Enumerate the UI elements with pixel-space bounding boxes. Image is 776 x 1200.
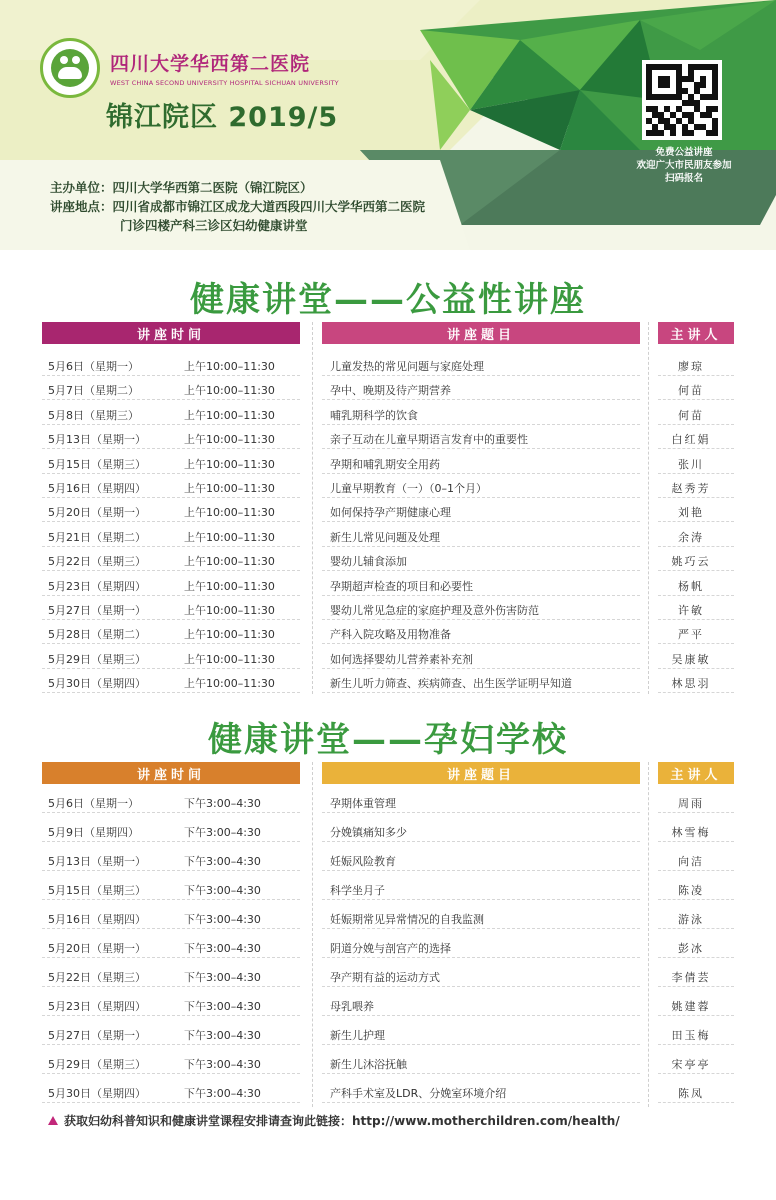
table-row bbox=[0, 404, 776, 424]
row-divider bbox=[42, 692, 300, 693]
row-divider bbox=[42, 986, 300, 987]
lecture-speaker: 严平 bbox=[678, 628, 704, 642]
lecture-speaker: 陈凌 bbox=[678, 884, 704, 897]
lecture-time: 下午3:00–4:30 bbox=[184, 884, 261, 897]
section2-header-speaker: 主讲人 bbox=[658, 762, 734, 784]
row-divider bbox=[658, 497, 734, 498]
row-divider bbox=[42, 812, 300, 813]
row-divider bbox=[42, 1044, 300, 1045]
hospital-logo-icon bbox=[40, 38, 100, 98]
footer-text: 获取妇幼科普知识和健康讲堂课程安排请查询此链接：http://www.motherchildren.com/health/ bbox=[64, 1114, 620, 1128]
row-divider bbox=[42, 497, 300, 498]
lecture-date: 5月30日（星期四） bbox=[48, 1087, 146, 1100]
lecture-topic: 孕期超声检查的项目和必要性 bbox=[330, 579, 473, 593]
lecture-date: 5月23日（星期四） bbox=[48, 579, 146, 593]
lecture-topic: 孕期体重管理 bbox=[330, 797, 396, 810]
lecture-topic: 产科入院攻略及用物准备 bbox=[330, 628, 451, 642]
row-divider bbox=[322, 928, 640, 929]
row-divider bbox=[322, 448, 640, 449]
lecture-date: 5月27日（星期一） bbox=[48, 604, 146, 617]
lecture-time: 上午10:00–11:30 bbox=[184, 384, 275, 398]
table-row bbox=[0, 850, 776, 870]
table-row bbox=[0, 966, 776, 986]
row-divider bbox=[322, 1102, 640, 1103]
table-row bbox=[0, 908, 776, 928]
lecture-date: 5月6日（星期一） bbox=[48, 360, 139, 373]
lecture-time: 上午10:00–11:30 bbox=[184, 408, 275, 422]
row-divider bbox=[322, 812, 640, 813]
row-divider bbox=[42, 424, 300, 425]
lecture-date: 5月15日（星期三） bbox=[48, 457, 146, 471]
lecture-date: 5月15日（星期三） bbox=[48, 884, 146, 897]
row-divider bbox=[42, 448, 300, 449]
qr-caption-line: 扫码报名 bbox=[664, 173, 703, 184]
row-divider bbox=[658, 570, 734, 571]
triangle-bullet-icon bbox=[48, 1116, 58, 1125]
lecture-topic: 儿童发热的常见问题与家庭处理 bbox=[330, 360, 484, 373]
row-divider bbox=[322, 668, 640, 669]
lecture-speaker: 田玉梅 bbox=[671, 1029, 711, 1042]
row-divider bbox=[658, 899, 734, 900]
table-row bbox=[0, 672, 776, 692]
lecture-speaker: 张川 bbox=[678, 457, 704, 471]
table-row bbox=[0, 1024, 776, 1044]
lecture-date: 5月20日（星期一） bbox=[48, 506, 146, 520]
row-divider bbox=[42, 375, 300, 376]
row-divider bbox=[658, 1015, 734, 1016]
lecture-date: 5月13日（星期一） bbox=[48, 433, 146, 447]
table-row bbox=[0, 477, 776, 497]
lecture-time: 上午10:00–11:30 bbox=[184, 604, 275, 617]
row-divider bbox=[322, 692, 640, 693]
table-row bbox=[0, 501, 776, 521]
lecture-date: 5月16日（星期四） bbox=[48, 913, 146, 926]
lecture-date: 5月8日（星期三） bbox=[48, 408, 139, 422]
row-divider bbox=[658, 375, 734, 376]
lecture-date: 5月27日（星期一） bbox=[48, 1029, 146, 1042]
row-divider bbox=[322, 841, 640, 842]
table-row bbox=[0, 879, 776, 899]
row-divider bbox=[42, 546, 300, 547]
row-divider bbox=[658, 521, 734, 522]
lecture-time: 下午3:00–4:30 bbox=[184, 1000, 261, 1013]
lecture-topic: 儿童早期教育（一）（0–1个月） bbox=[330, 482, 487, 495]
hospital-name-en: WEST CHINA SECOND UNIVERSITY HOSPITAL SICHUAN UNIVERSITY bbox=[110, 79, 339, 87]
lecture-time: 下午3:00–4:30 bbox=[184, 1058, 261, 1071]
row-divider bbox=[42, 473, 300, 474]
row-divider bbox=[658, 448, 734, 449]
row-divider bbox=[42, 399, 300, 400]
lecture-time: 下午3:00–4:30 bbox=[184, 855, 261, 868]
lecture-date: 5月6日（星期一） bbox=[48, 797, 139, 810]
lecture-date: 5月29日（星期三） bbox=[48, 652, 146, 666]
lecture-topic: 妊娠期常见异常情况的自我监测 bbox=[330, 913, 484, 926]
section1-title: 健康讲堂——公益性讲座 bbox=[190, 280, 586, 320]
lecture-time: 下午3:00–4:30 bbox=[184, 913, 261, 926]
lecture-date: 5月13日（星期一） bbox=[48, 855, 146, 868]
lecture-date: 5月28日（星期二） bbox=[48, 628, 146, 642]
row-divider bbox=[658, 986, 734, 987]
section2-title: 健康讲堂——孕妇学校 bbox=[208, 720, 568, 760]
lecture-date: 5月22日（星期三） bbox=[48, 555, 146, 569]
row-divider bbox=[658, 546, 734, 547]
lecture-date: 5月22日（星期三） bbox=[48, 971, 146, 984]
lecture-speaker: 姚巧云 bbox=[671, 555, 711, 569]
lecture-speaker: 彭冰 bbox=[678, 942, 704, 955]
row-divider bbox=[322, 1044, 640, 1045]
row-divider bbox=[42, 643, 300, 644]
row-divider bbox=[42, 1015, 300, 1016]
row-divider bbox=[322, 986, 640, 987]
row-divider bbox=[322, 570, 640, 571]
lecture-speaker: 林思羽 bbox=[671, 677, 711, 691]
lecture-topic: 新生儿沐浴抚触 bbox=[330, 1058, 407, 1071]
row-divider bbox=[42, 928, 300, 929]
row-divider bbox=[658, 399, 734, 400]
row-divider bbox=[322, 1015, 640, 1016]
venue-line-1: 四川省成都市锦江区成龙大道西段四川大学华西第二医院 bbox=[112, 199, 426, 214]
lecture-speaker: 向洁 bbox=[678, 855, 704, 868]
table-row bbox=[0, 937, 776, 957]
lecture-date: 5月7日（星期二） bbox=[48, 384, 139, 398]
lecture-speaker: 许敏 bbox=[678, 604, 704, 617]
lecture-topic: 孕中、晚期及待产期营养 bbox=[330, 384, 451, 398]
table-row bbox=[0, 550, 776, 570]
row-divider bbox=[322, 957, 640, 958]
row-divider bbox=[322, 521, 640, 522]
row-divider bbox=[42, 957, 300, 958]
lecture-topic: 新生儿护理 bbox=[330, 1029, 385, 1042]
table-row bbox=[0, 599, 776, 619]
lecture-time: 上午10:00–11:30 bbox=[184, 530, 275, 544]
lecture-topic: 阴道分娩与剖宫产的选择 bbox=[330, 942, 451, 955]
row-divider bbox=[42, 899, 300, 900]
lecture-date: 5月16日（星期四） bbox=[48, 482, 146, 495]
row-divider bbox=[322, 546, 640, 547]
qr-module bbox=[712, 130, 718, 136]
row-divider bbox=[322, 473, 640, 474]
lecture-time: 下午3:00–4:30 bbox=[184, 826, 261, 839]
lecture-topic: 如何选择婴幼儿营养素补充剂 bbox=[330, 652, 473, 666]
table-row bbox=[0, 821, 776, 841]
venue-label: 讲座地点： bbox=[50, 199, 113, 214]
row-divider bbox=[42, 595, 300, 596]
row-divider bbox=[42, 1102, 300, 1103]
row-divider bbox=[658, 812, 734, 813]
section2-header-time: 讲座时间 bbox=[42, 762, 300, 784]
footer-link-note[interactable] bbox=[48, 1112, 620, 1129]
row-divider bbox=[42, 870, 300, 871]
table-row bbox=[0, 648, 776, 668]
lecture-speaker: 陈凤 bbox=[678, 1087, 704, 1100]
row-divider bbox=[658, 841, 734, 842]
table-row bbox=[0, 792, 776, 812]
lecture-topic: 婴幼儿常见急症的家庭护理及意外伤害防范 bbox=[330, 604, 539, 617]
lecture-speaker: 游泳 bbox=[678, 913, 704, 926]
row-divider bbox=[658, 957, 734, 958]
lecture-speaker: 何苗 bbox=[678, 408, 704, 422]
table-row bbox=[0, 453, 776, 473]
campus-title: 锦江院区 2019/5 bbox=[106, 102, 339, 133]
row-divider bbox=[658, 473, 734, 474]
lecture-speaker: 何苗 bbox=[678, 384, 704, 398]
section1-header-speaker: 主讲人 bbox=[658, 322, 734, 344]
table-row bbox=[0, 428, 776, 448]
lecture-speaker: 李倩芸 bbox=[671, 971, 711, 984]
lecture-time: 上午10:00–11:30 bbox=[184, 360, 275, 373]
section2-header-topic: 讲座题目 bbox=[322, 762, 640, 784]
row-divider bbox=[658, 619, 734, 620]
qr-caption-line: 免费公益讲座 bbox=[655, 147, 713, 158]
row-divider bbox=[322, 497, 640, 498]
lecture-topic: 产科手术室及LDR、分娩室环境介绍 bbox=[330, 1087, 507, 1100]
row-divider bbox=[658, 595, 734, 596]
venue-line-2: 门诊四楼产科三诊区妇幼健康讲堂 bbox=[120, 218, 308, 233]
table-row bbox=[0, 526, 776, 546]
lecture-time: 上午10:00–11:30 bbox=[184, 457, 275, 471]
hospital-name-cn: 四川大学华西第二医院 bbox=[110, 53, 311, 75]
lecture-topic: 如何保持孕产期健康心理 bbox=[330, 506, 451, 520]
lecture-speaker: 姚建蓉 bbox=[671, 1000, 711, 1013]
lecture-time: 上午10:00–11:30 bbox=[184, 652, 275, 666]
row-divider bbox=[658, 1102, 734, 1103]
lecture-speaker: 廖琼 bbox=[678, 360, 704, 373]
section1-header-topic: 讲座题目 bbox=[322, 322, 640, 344]
lecture-topic: 哺乳期科学的饮食 bbox=[330, 408, 418, 422]
qr-caption bbox=[614, 146, 754, 185]
row-divider bbox=[322, 619, 640, 620]
row-divider bbox=[42, 570, 300, 571]
lecture-speaker: 余涛 bbox=[678, 530, 704, 544]
table-row bbox=[0, 575, 776, 595]
lecture-time: 上午10:00–11:30 bbox=[184, 677, 275, 691]
row-divider bbox=[658, 692, 734, 693]
row-divider bbox=[658, 643, 734, 644]
row-divider bbox=[658, 870, 734, 871]
lecture-speaker: 刘艳 bbox=[678, 506, 704, 520]
lecture-speaker: 白红娟 bbox=[671, 433, 711, 447]
lecture-topic: 妊娠风险教育 bbox=[330, 855, 396, 868]
row-divider bbox=[322, 1073, 640, 1074]
lecture-date: 5月30日（星期四） bbox=[48, 677, 146, 691]
lecture-date: 5月20日（星期一） bbox=[48, 942, 146, 955]
lecture-topic: 母乳喂养 bbox=[330, 1000, 374, 1013]
row-divider bbox=[658, 668, 734, 669]
row-divider bbox=[42, 841, 300, 842]
qr-caption-line: 欢迎广大市民朋友参加 bbox=[636, 160, 732, 171]
row-divider bbox=[42, 668, 300, 669]
lecture-topic: 新生儿听力筛查、疾病筛查、出生医学证明早知道 bbox=[330, 677, 572, 691]
table-row bbox=[0, 379, 776, 399]
row-divider bbox=[322, 870, 640, 871]
lecture-speaker: 吴康敏 bbox=[671, 652, 711, 666]
lecture-speaker: 林雪梅 bbox=[671, 826, 711, 839]
event-info bbox=[50, 178, 425, 235]
lecture-time: 上午10:00–11:30 bbox=[184, 628, 275, 642]
lecture-time: 下午3:00–4:30 bbox=[184, 1087, 261, 1100]
lecture-topic: 科学坐月子 bbox=[330, 884, 385, 897]
row-divider bbox=[322, 399, 640, 400]
lecture-topic: 婴幼儿辅食添加 bbox=[330, 555, 407, 569]
lecture-time: 下午3:00–4:30 bbox=[184, 1029, 261, 1042]
row-divider bbox=[658, 424, 734, 425]
table-row bbox=[0, 1082, 776, 1102]
lecture-topic: 新生儿常见问题及处理 bbox=[330, 530, 440, 544]
row-divider bbox=[42, 619, 300, 620]
lecture-date: 5月9日（星期四） bbox=[48, 826, 139, 839]
row-divider bbox=[322, 375, 640, 376]
row-divider bbox=[658, 928, 734, 929]
lecture-topic: 分娩镇痛知多少 bbox=[330, 826, 407, 839]
row-divider bbox=[322, 424, 640, 425]
lecture-time: 下午3:00–4:30 bbox=[184, 942, 261, 955]
lecture-speaker: 周雨 bbox=[678, 797, 704, 810]
poster-header bbox=[0, 0, 776, 250]
row-divider bbox=[322, 643, 640, 644]
lecture-date: 5月29日（星期三） bbox=[48, 1058, 146, 1071]
table-row bbox=[0, 355, 776, 375]
row-divider bbox=[322, 595, 640, 596]
hospital-brand bbox=[40, 38, 339, 98]
qr-code-icon[interactable] bbox=[642, 60, 722, 140]
section1-header-time: 讲座时间 bbox=[42, 322, 300, 344]
lecture-speaker: 宋亭亭 bbox=[671, 1058, 711, 1071]
lecture-topic: 孕期和哺乳期安全用药 bbox=[330, 457, 440, 471]
lecture-time: 下午3:00–4:30 bbox=[184, 971, 261, 984]
lecture-topic: 孕产期有益的运动方式 bbox=[330, 971, 440, 984]
row-divider bbox=[658, 1044, 734, 1045]
organizer-label: 主办单位： bbox=[50, 180, 113, 195]
lecture-speaker: 赵秀芳 bbox=[671, 482, 711, 495]
lecture-time: 上午10:00–11:30 bbox=[184, 579, 275, 593]
row-divider bbox=[658, 1073, 734, 1074]
lecture-time: 上午10:00–11:30 bbox=[184, 555, 275, 569]
lecture-time: 下午3:00–4:30 bbox=[184, 797, 261, 810]
table-row bbox=[0, 623, 776, 643]
organizer-value: 四川大学华西第二医院（锦江院区） bbox=[112, 180, 313, 195]
lecture-date: 5月21日（星期二） bbox=[48, 530, 146, 544]
lecture-speaker: 杨帆 bbox=[678, 579, 704, 593]
table-row bbox=[0, 995, 776, 1015]
row-divider bbox=[42, 521, 300, 522]
lecture-topic: 亲子互动在儿童早期语言发育中的重要性 bbox=[330, 433, 528, 447]
lecture-time: 上午10:00–11:30 bbox=[184, 433, 275, 447]
row-divider bbox=[322, 899, 640, 900]
lecture-time: 上午10:00–11:30 bbox=[184, 506, 275, 520]
table-row bbox=[0, 1053, 776, 1073]
lecture-time: 上午10:00–11:30 bbox=[184, 482, 275, 495]
row-divider bbox=[42, 1073, 300, 1074]
lecture-date: 5月23日（星期四） bbox=[48, 1000, 146, 1013]
